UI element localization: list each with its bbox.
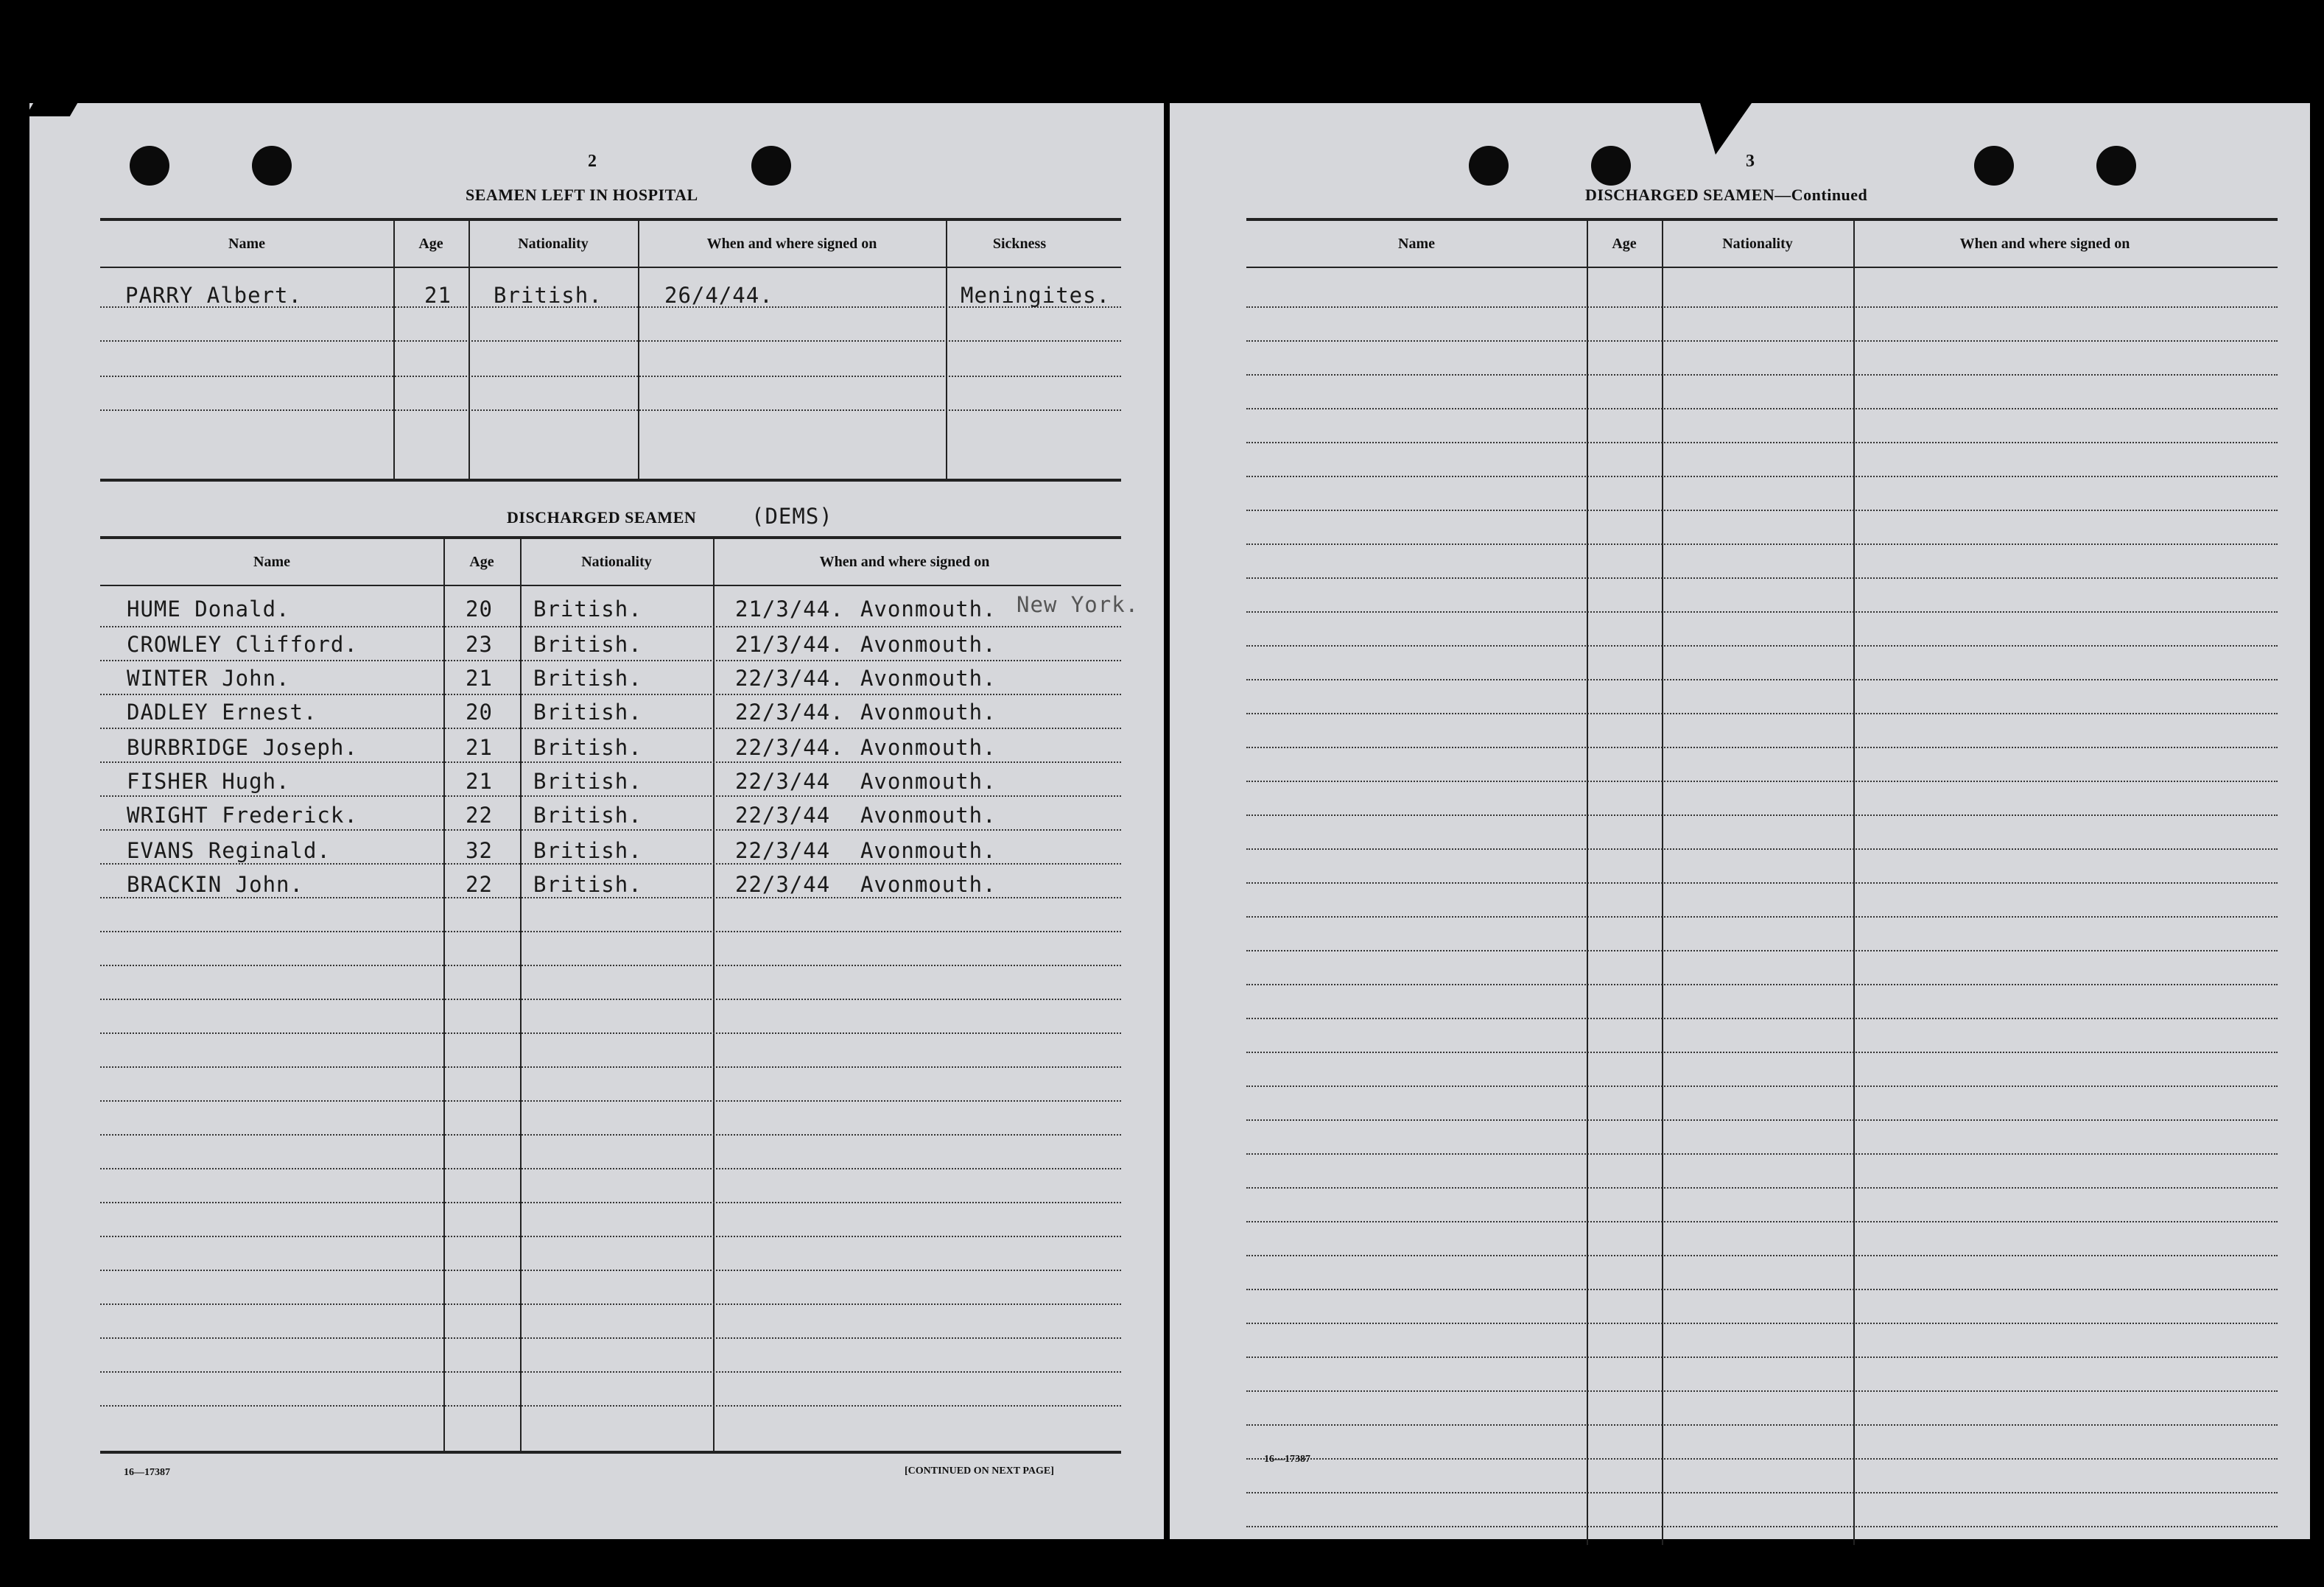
seaman-age: 22: [466, 803, 493, 828]
column-rule: [946, 219, 947, 479]
ruled-line: [100, 409, 1121, 411]
ruled-line: [1246, 1018, 2278, 1019]
table-border: [100, 536, 1121, 539]
ruled-line: [100, 694, 1121, 695]
ruled-line: [100, 897, 1121, 898]
seaman-age: 32: [466, 838, 493, 863]
seaman-signed-place: Avonmouth.: [860, 735, 997, 760]
discharged-continued-title: DISCHARGED SEAMEN—Continued: [1585, 186, 1868, 204]
table-border: [1246, 218, 2278, 221]
ruled-line: [1246, 747, 2278, 748]
seaman-name: WINTER John.: [127, 666, 290, 691]
seaman-name: DADLEY Ernest.: [127, 700, 317, 725]
seaman-signed-date: 22/3/44: [735, 769, 831, 794]
column-rule: [393, 219, 395, 479]
seaman-name: EVANS Reginald.: [127, 838, 331, 863]
seaman-signed-place: Avonmouth.: [860, 803, 997, 828]
seaman-signed-place: Avonmouth.: [860, 700, 997, 725]
table-border: [100, 479, 1121, 482]
ruled-line: [100, 1134, 1121, 1136]
punch-hole: [751, 146, 791, 186]
ruled-line: [100, 1236, 1121, 1237]
hospital-row-signed-on: 26/4/44.: [664, 283, 773, 308]
ruled-line: [100, 1202, 1121, 1203]
form-number: 16—17387: [124, 1467, 170, 1478]
seaman-name: BRACKIN John.: [127, 872, 303, 897]
ruled-line: [1246, 306, 2278, 308]
ruled-line: [1246, 814, 2278, 816]
seaman-age: 22: [466, 872, 493, 897]
ruled-line: [1246, 645, 2278, 647]
continued-header-age: Age: [1612, 236, 1637, 252]
ruled-line: [100, 1371, 1121, 1373]
ruled-line: [100, 1066, 1121, 1068]
discharged-header-signed-on: When and where signed on: [819, 554, 990, 570]
seaman-nationality: British.: [533, 838, 642, 863]
ruled-line: [1246, 848, 2278, 850]
ruled-line: [1246, 1356, 2278, 1358]
seaman-nationality: British.: [533, 632, 642, 657]
ruled-line: [1246, 882, 2278, 884]
ruled-line: [1246, 1390, 2278, 1392]
overprint-note: New York.: [1017, 592, 1140, 617]
table-border: [100, 585, 1121, 586]
ruled-line: [100, 626, 1121, 627]
seaman-nationality: British.: [533, 803, 642, 828]
seaman-age: 21: [466, 769, 493, 794]
seaman-name: FISHER Hugh.: [127, 769, 290, 794]
seaman-signed-place: Avonmouth.: [860, 872, 997, 897]
seaman-signed-date: 22/3/44.: [735, 735, 844, 760]
table-border: [1246, 267, 2278, 268]
ruled-line: [100, 1303, 1121, 1305]
seaman-age: 20: [466, 700, 493, 725]
punch-hole: [130, 146, 169, 186]
table-border: [100, 267, 1121, 268]
ruled-line: [1246, 510, 2278, 511]
ruled-line: [1246, 442, 2278, 443]
seaman-nationality: British.: [533, 872, 642, 897]
ruled-line: [100, 795, 1121, 797]
seaman-age: 21: [466, 666, 493, 691]
ruled-line: [1246, 1492, 2278, 1493]
ruled-line: [100, 931, 1121, 932]
seaman-age: 20: [466, 597, 493, 622]
ruled-line: [100, 660, 1121, 661]
ruled-line: [100, 1405, 1121, 1407]
page-number: 3: [1746, 152, 1755, 171]
seaman-name: CROWLEY Clifford.: [127, 632, 358, 657]
hospital-section-title: SEAMEN LEFT IN HOSPITAL: [466, 186, 698, 204]
hospital-row-age: 21: [424, 283, 452, 308]
seaman-signed-place: Avonmouth.: [860, 632, 997, 657]
seaman-signed-date: 22/3/44: [735, 803, 831, 828]
ruled-line: [100, 1337, 1121, 1339]
seaman-signed-place: Avonmouth.: [860, 769, 997, 794]
seaman-age: 23: [466, 632, 493, 657]
right-page: [1170, 103, 2310, 1539]
seaman-signed-date: 21/3/44.: [735, 597, 844, 622]
form-number: 16—17387: [1264, 1454, 1310, 1465]
seaman-age: 21: [466, 735, 493, 760]
ruled-line: [1246, 1187, 2278, 1189]
ruled-line: [100, 999, 1121, 1000]
ruled-line: [1246, 1221, 2278, 1222]
ruled-line: [100, 1270, 1121, 1271]
ruled-line: [1246, 408, 2278, 409]
hospital-header-name: Name: [228, 236, 265, 252]
seaman-signed-date: 22/3/44.: [735, 666, 844, 691]
ruled-line: [1246, 1052, 2278, 1053]
seaman-nationality: British.: [533, 666, 642, 691]
ruled-line: [100, 965, 1121, 966]
ruled-line: [1246, 1289, 2278, 1290]
discharged-section-note: (DEMS): [751, 504, 833, 529]
hospital-header-nationality: Nationality: [518, 236, 589, 252]
table-border: [100, 1451, 1121, 1454]
torn-corner: [26, 103, 77, 116]
ruled-line: [1246, 1119, 2278, 1121]
punch-hole: [1591, 146, 1631, 186]
hospital-header-age: Age: [418, 236, 443, 252]
continued-header-name: Name: [1398, 236, 1435, 252]
ruled-line: [100, 829, 1121, 831]
ruled-line: [1246, 1458, 2278, 1460]
ruled-line: [100, 1100, 1121, 1102]
ruled-line: [1246, 1424, 2278, 1426]
seaman-signed-date: 22/3/44.: [735, 700, 844, 725]
ruled-line: [100, 863, 1121, 865]
discharged-header-nationality: Nationality: [581, 554, 652, 570]
seaman-nationality: British.: [533, 700, 642, 725]
seaman-signed-date: 21/3/44.: [735, 632, 844, 657]
ruled-line: [100, 340, 1121, 342]
seaman-signed-place: Avonmouth.: [860, 666, 997, 691]
punch-hole: [1469, 146, 1509, 186]
ruled-line: [100, 376, 1121, 377]
seaman-nationality: British.: [533, 597, 642, 622]
continued-header-signed-on: When and where signed on: [1959, 236, 2130, 252]
page-number: 2: [588, 152, 597, 171]
seaman-name: BURBRIDGE Joseph.: [127, 735, 358, 760]
ruled-line: [1246, 543, 2278, 545]
column-rule: [443, 538, 445, 1451]
ruled-line: [1246, 1255, 2278, 1256]
ruled-line: [1246, 984, 2278, 985]
seaman-nationality: British.: [533, 769, 642, 794]
ruled-line: [100, 761, 1121, 763]
discharged-header-name: Name: [253, 554, 290, 570]
ruled-line: [1246, 916, 2278, 918]
ruled-line: [100, 1032, 1121, 1034]
punch-hole: [252, 146, 292, 186]
discharged-section-title: DISCHARGED SEAMEN: [507, 508, 697, 527]
column-rule: [468, 219, 470, 479]
ruled-line: [1246, 374, 2278, 376]
ruled-line: [1246, 1153, 2278, 1155]
seaman-signed-date: 22/3/44: [735, 838, 831, 863]
ruled-line: [1246, 611, 2278, 613]
column-rule: [713, 538, 715, 1451]
hospital-header-signed-on: When and where signed on: [706, 236, 877, 252]
ruled-line: [1246, 781, 2278, 782]
ruled-line: [1246, 713, 2278, 714]
torn-edge: [1700, 103, 1752, 155]
ruled-line: [1246, 577, 2278, 579]
seaman-signed-place: Avonmouth.: [860, 597, 997, 622]
continued-note: [CONTINUED ON NEXT PAGE]: [905, 1465, 1054, 1477]
hospital-row-sickness: Meningites.: [961, 283, 1111, 308]
ruled-line: [1246, 340, 2278, 342]
hospital-row-nationality: British.: [494, 283, 603, 308]
seaman-name: WRIGHT Frederick.: [127, 803, 358, 828]
column-rule: [520, 538, 522, 1451]
ruled-line: [1246, 476, 2278, 477]
left-page: [29, 103, 1164, 1539]
seaman-name: HUME Donald.: [127, 597, 290, 622]
ruled-line: [100, 1168, 1121, 1169]
hospital-row-name: PARRY Albert.: [125, 283, 302, 308]
ruled-line: [1246, 679, 2278, 680]
seaman-signed-place: Avonmouth.: [860, 838, 997, 863]
continued-header-nationality: Nationality: [1722, 236, 1793, 252]
ruled-line: [1246, 1323, 2278, 1324]
ruled-line: [100, 728, 1121, 729]
column-rule: [638, 219, 639, 479]
table-border: [100, 218, 1121, 221]
punch-hole: [1974, 146, 2014, 186]
punch-hole: [2096, 146, 2136, 186]
ruled-line: [1246, 950, 2278, 951]
seaman-nationality: British.: [533, 735, 642, 760]
ruled-line: [1246, 1526, 2278, 1527]
hospital-header-sickness: Sickness: [992, 236, 1047, 252]
discharged-header-age: Age: [469, 554, 494, 570]
ruled-line: [1246, 1085, 2278, 1087]
seaman-signed-date: 22/3/44: [735, 872, 831, 897]
